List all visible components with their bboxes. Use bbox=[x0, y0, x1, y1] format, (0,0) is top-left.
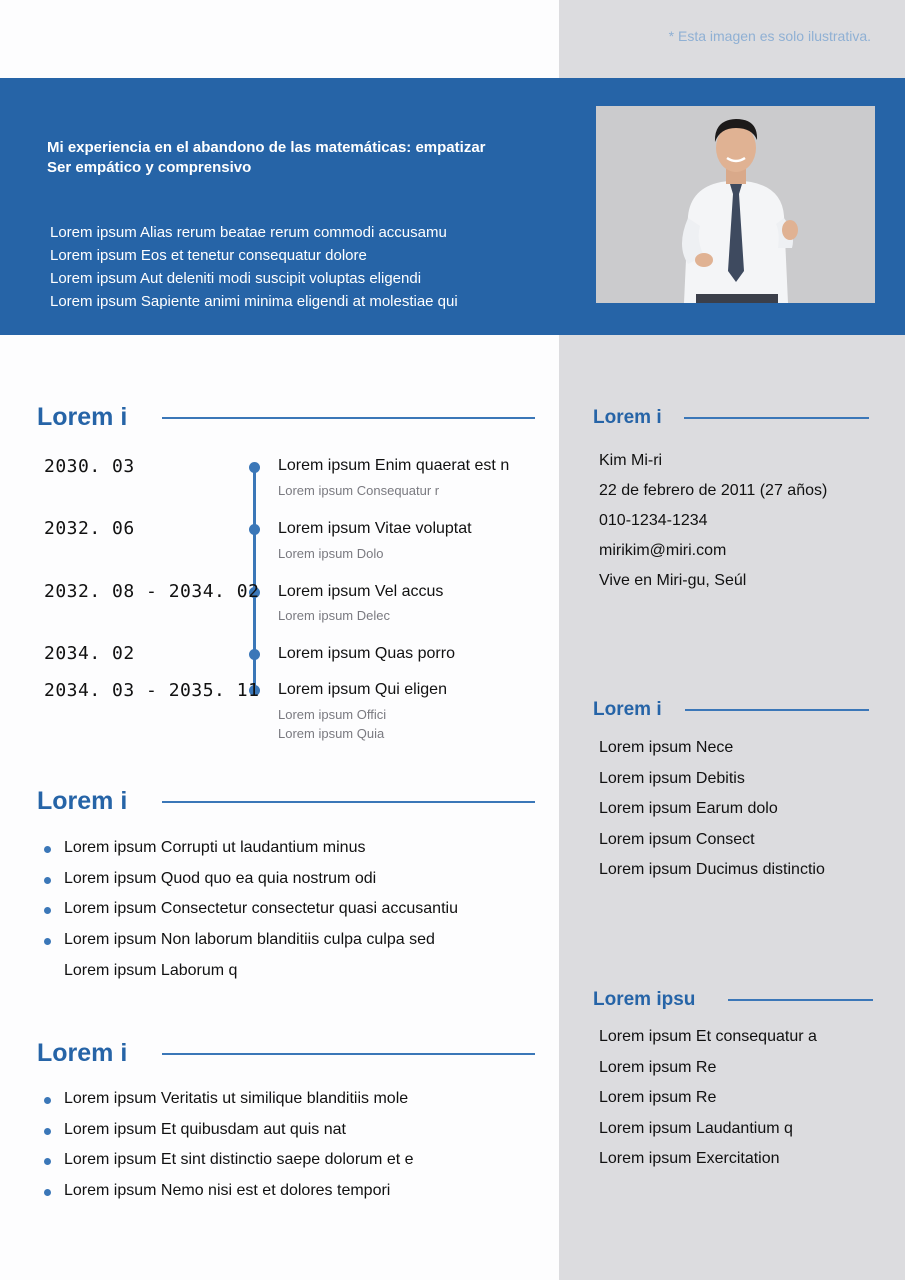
profile-email: mirikim@miri.com bbox=[599, 542, 727, 559]
timeline-date: 2032. 06 bbox=[44, 518, 135, 539]
profile-address: Vive en Miri-gu, Seúl bbox=[599, 572, 747, 589]
list-item-text: Lorem ipsum Et sint distinctio saepe dolorum et e bbox=[64, 1151, 414, 1169]
list-item bbox=[44, 1145, 414, 1176]
section3-heading-text: Lorem i bbox=[37, 1039, 128, 1067]
list-item: Lorem ipsum Laudantium q bbox=[599, 1119, 793, 1137]
list-item: Lorem ipsum Ducimus distinctio bbox=[599, 861, 825, 878]
bullet-icon bbox=[44, 877, 51, 884]
list-item bbox=[44, 1084, 414, 1115]
section2-heading-text: Lorem i bbox=[37, 787, 128, 815]
profile-list bbox=[599, 452, 827, 602]
list-item bbox=[44, 864, 458, 895]
heading-divider bbox=[162, 1053, 535, 1055]
timeline-subtitle: Lorem ipsum Dolo bbox=[278, 546, 384, 561]
bullet-icon bbox=[44, 1189, 51, 1196]
list-item: Lorem ipsum Earum dolo bbox=[599, 800, 778, 817]
profile-photo bbox=[596, 106, 875, 303]
other-heading-text: Lorem ipsu bbox=[593, 989, 696, 1010]
profile-heading-text: Lorem i bbox=[593, 407, 662, 428]
banner-line: Lorem ipsum Eos et tenetur consequatur dolore bbox=[50, 247, 367, 264]
timeline-title: Lorem ipsum Qui eligen bbox=[278, 681, 447, 698]
profile-phone: 010-1234-1234 bbox=[599, 512, 708, 529]
header-banner bbox=[0, 78, 905, 335]
banner-line: Lorem ipsum Aut deleniti modi suscipit voluptas eligendi bbox=[50, 270, 422, 287]
list-item-text: Lorem ipsum Quod quo ea quia nostrum odi bbox=[64, 869, 377, 887]
list-item-text: Lorem ipsum Consectetur consectetur quasi accusantiu bbox=[64, 900, 458, 918]
list-item bbox=[44, 956, 458, 987]
list-item-text: Lorem ipsum Corrupti ut laudantium minus bbox=[64, 839, 366, 856]
bullet-icon bbox=[44, 938, 51, 945]
banner-line: Lorem ipsum Alias rerum beatae rerum commodi accusamu bbox=[50, 224, 447, 241]
section3-heading bbox=[37, 1039, 535, 1068]
bullet-icon bbox=[44, 846, 51, 853]
timeline-title: Lorem ipsum Vitae voluptat bbox=[278, 520, 472, 537]
timeline-date: 2034. 02 bbox=[44, 643, 135, 664]
timeline-subtitle: Lorem ipsum Consequatur r bbox=[278, 483, 440, 498]
profile-name: Kim Mi-ri bbox=[599, 452, 663, 469]
timeline-date: 2034. 03 - 2035. 11 bbox=[44, 680, 260, 701]
list-item-text: Lorem ipsum Et quibusdam aut quis nat bbox=[64, 1120, 346, 1138]
section3-list bbox=[44, 1084, 414, 1207]
list-item: Lorem ipsum Consect bbox=[599, 830, 755, 848]
list-item: Lorem ipsum Re bbox=[599, 1089, 717, 1106]
person-illustration bbox=[596, 106, 875, 303]
timeline-dot bbox=[249, 462, 260, 473]
bullet-icon bbox=[44, 1158, 51, 1165]
timeline-dot bbox=[249, 524, 260, 535]
timeline-heading bbox=[37, 403, 535, 432]
heading-divider bbox=[684, 417, 869, 419]
timeline-title: Lorem ipsum Enim quaerat est n bbox=[278, 457, 510, 474]
bullet-icon bbox=[44, 907, 51, 914]
list-item bbox=[44, 1115, 414, 1146]
timeline-subtitle: Lorem ipsum Delec bbox=[278, 608, 390, 623]
list-item-text: Lorem ipsum Laborum q bbox=[64, 961, 238, 979]
section2-list bbox=[44, 833, 458, 986]
profile-heading bbox=[593, 407, 869, 429]
banner-line: Lorem ipsum Sapiente animi minima eligendi at molestiae qui bbox=[50, 293, 458, 310]
list-item: Lorem ipsum Debitis bbox=[599, 769, 745, 787]
timeline-heading-text: Lorem i bbox=[37, 403, 128, 431]
profile-birthdate: 22 de febrero de 2011 (27 años) bbox=[599, 482, 828, 499]
list-item bbox=[44, 894, 458, 925]
heading-divider bbox=[162, 417, 535, 419]
banner-title-line-1: Mi experiencia en el abandono de las matemáticas: empatizar bbox=[47, 139, 486, 156]
heading-divider bbox=[728, 999, 873, 1001]
list-item-text: Lorem ipsum Veritatis ut similique blanditiis mole bbox=[64, 1090, 409, 1107]
other-list bbox=[599, 1028, 817, 1181]
list-item bbox=[44, 833, 458, 864]
timeline-title: Lorem ipsum Vel accus bbox=[278, 583, 444, 600]
skills-list bbox=[599, 739, 825, 892]
timeline-subtitle: Lorem ipsum Quia bbox=[278, 726, 385, 741]
timeline-dot bbox=[249, 649, 260, 660]
list-item bbox=[44, 1176, 414, 1207]
timeline-subtitle: Lorem ipsum Offici bbox=[278, 707, 387, 722]
illustrative-note: * Esta imagen es solo ilustrativa. bbox=[668, 28, 871, 44]
list-item: Lorem ipsum Et consequatur a bbox=[599, 1028, 817, 1045]
heading-divider bbox=[685, 709, 869, 711]
list-item: Lorem ipsum Re bbox=[599, 1058, 717, 1076]
list-item: Lorem ipsum Nece bbox=[599, 739, 734, 756]
list-item-text: Lorem ipsum Nemo nisi est et dolores tempori bbox=[64, 1182, 391, 1200]
timeline-title: Lorem ipsum Quas porro bbox=[278, 645, 455, 662]
banner-title-line-2: Ser empático y comprensivo bbox=[47, 159, 252, 176]
list-item: Lorem ipsum Exercitation bbox=[599, 1150, 780, 1167]
skills-heading-text: Lorem i bbox=[593, 699, 662, 720]
banner-title bbox=[47, 138, 547, 178]
list-item bbox=[44, 925, 458, 956]
heading-divider bbox=[162, 801, 535, 803]
list-item-text: Lorem ipsum Non laborum blanditiis culpa culpa sed bbox=[64, 931, 435, 949]
other-heading bbox=[593, 989, 873, 1011]
bullet-icon bbox=[44, 1097, 51, 1104]
bullet-icon bbox=[44, 1128, 51, 1135]
skills-heading bbox=[593, 699, 869, 721]
banner-description bbox=[50, 221, 550, 313]
timeline-date: 2030. 03 bbox=[44, 456, 135, 477]
section2-heading bbox=[37, 787, 535, 816]
timeline-date: 2032. 08 - 2034. 02 bbox=[44, 581, 260, 602]
